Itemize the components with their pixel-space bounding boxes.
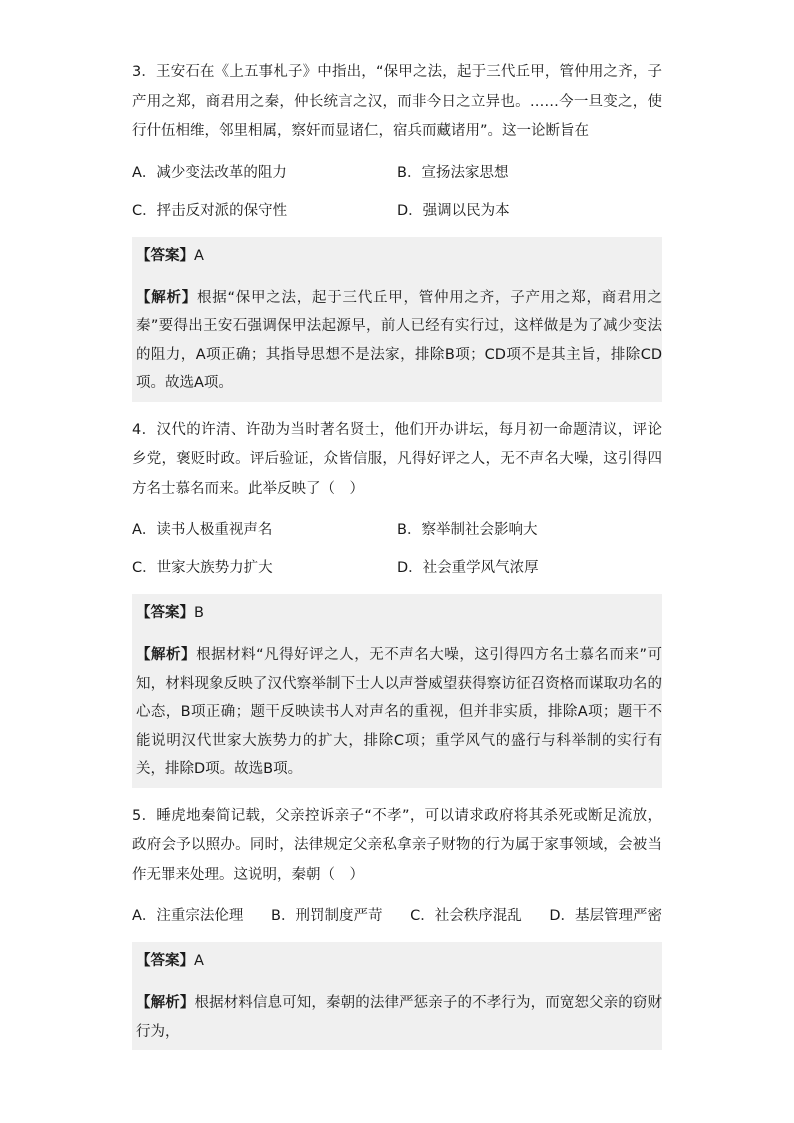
- answer-value: B: [194, 605, 204, 621]
- option-b: B．刑罚制度严苛: [271, 908, 383, 924]
- analysis: [136, 284, 662, 398]
- analysis: [136, 641, 662, 784]
- option-a: A．注重宗法伦理: [132, 908, 244, 924]
- option-b: B．察举制社会影响大: [397, 522, 538, 538]
- answer-tag: 【答案】: [136, 605, 194, 621]
- option-c: C．世家大族势力扩大: [132, 560, 273, 576]
- analysis-text: 根据“保甲之法，起于三代丘甲，管仲用之齐，子产用之郑，商君用之秦”要得出王安石强调保甲法起源早，前人已经有实行过，这样做是为了减少变法的阻力，A项正确；其指导思想不是法家，排除B项；CD项不是其主旨，排除CD项。故选A项。: [136, 289, 662, 391]
- answer-tag: 【答案】: [136, 247, 194, 264]
- analysis-text: 根据材料信息可知，秦朝的法律严惩亲子的不孝行为，而宽恕父亲的窃财行为，: [136, 995, 663, 1040]
- answer-line: [136, 598, 662, 629]
- answer-value: A: [194, 247, 204, 264]
- options-row: [132, 904, 662, 928]
- answer-block: [132, 594, 662, 788]
- answer-block: [132, 942, 662, 1050]
- analysis: [136, 989, 662, 1046]
- answer-line: [136, 241, 662, 272]
- option-d: D．基层管理严密: [549, 908, 662, 924]
- option-a: A．读书人极重视声名: [132, 522, 273, 538]
- options-row: [132, 161, 662, 185]
- option-d: D．社会重学风气浓厚: [397, 560, 539, 576]
- analysis-text: 根据材料“凡得好评之人，无不声名大噪，这引得四方名士慕名而来”可知，材料现象反映了汉代察举制下士人以声誉威望获得察访征召资格而谋取功名的心态，B项正确；题干反映读书人对声名的重视，但并非实质，排除A项；题干不能说明汉代世家大族势力的扩大，排除C项；重学风气的盛行与科举制的实行有关，排除D项。故选B项。: [136, 647, 662, 777]
- answer-block: [132, 237, 662, 402]
- options-row: [132, 199, 662, 223]
- question-stem: 4．汉代的许清、许劭为当时著名贤士，他们开办讲坛，每月初一命题清议，评论乡党，褒贬时政。评后验证，众皆信服，凡得好评之人，无不声名大噪，这引得四方名士慕名而来。此举反映了（ ）: [132, 421, 662, 497]
- question-3: [132, 58, 662, 402]
- analysis-tag: 【解析】: [136, 289, 197, 306]
- option-a: A．减少变法改革的阻力: [132, 164, 287, 181]
- answer-value: A: [194, 953, 204, 969]
- answer-tag: 【答案】: [136, 953, 194, 969]
- analysis-tag: 【解析】: [136, 647, 197, 663]
- question-5: [132, 802, 662, 1051]
- option-c: C．抨击反对派的保守性: [132, 202, 288, 219]
- document-page: [132, 58, 662, 1050]
- question-stem: 3．王安石在《上五事札子》中指出，“保甲之法，起于三代丘甲，管仲用之齐，子产用之郑，商君用之秦，仲长统言之汉，而非今日之立异也。……今一旦变之，使行什伍相维，邻里相属，察奸而显诸仁，宿兵而藏诸用”。这一论断旨在: [132, 64, 662, 139]
- options-row: [132, 556, 662, 580]
- option-b: B．宣扬法家思想: [397, 164, 509, 181]
- option-d: D．强调以民为本: [397, 202, 510, 219]
- question-4: [132, 416, 662, 788]
- question-stem: 5．睡虎地秦简记载，父亲控诉亲子“不孝”，可以请求政府将其杀死或断足流放，政府会予以照办。同时，法律规定父亲私拿亲子财物的行为属于家事领域，会被当作无罪来处理。这说明，秦朝（ ）: [132, 807, 662, 883]
- option-c: C．社会秩序混乱: [410, 908, 522, 924]
- answer-line: [136, 946, 662, 977]
- analysis-tag: 【解析】: [136, 995, 195, 1011]
- options-row: [132, 518, 662, 542]
